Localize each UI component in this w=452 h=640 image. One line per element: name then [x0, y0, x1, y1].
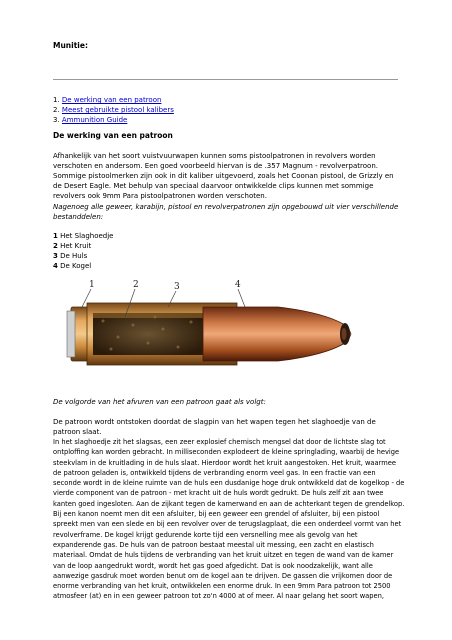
figure-label-4: 4	[235, 280, 241, 290]
page-title: Munitie:	[53, 41, 88, 50]
list-item	[53, 241, 413, 251]
toc-number: 1.	[53, 96, 60, 104]
toc-link-werking[interactable]: De werking van een patroon	[61, 96, 162, 104]
list-item	[53, 251, 413, 261]
intro-paragraph: Afhankelijk van het soort vuistvuurwapen kunnen soms pistoolpatronen in revolvers worden verschoten en andersom. Een goed voorbeeld hiervan is de .357 Magnum - revolverpatroon. Sommige pistoolmerken zijn ook in dit kaliber uitgevoerd, zoals het Coonan pistool, de Grizzly en de Desert Eagle. Met behulp van speciaal daarvoor ontwikkelde clips kunnen met sommige revolvers ook 9mm Para pistoolpatronen worden verschoten.	[53, 152, 394, 200]
toc-number: 2.	[53, 106, 60, 114]
section-heading: De werking van een patroon	[53, 131, 173, 140]
sequence-paragraph-2: In het slaghoedje zit het slagsas, een zeer explosief chemisch mengsel dat door de lichtste slag tot ontploffing kan worden gebracht. In milliseconden explodeert de kleine springlading, waarbij de hevige steekvlam in de kruitlading in de huls slaat. Hierdoor wordt het kruit aangestoken. Het kruit, waarmee de patroon geladen is, ontwikkeld tijdens de verbranding enorm veel gas. In een fractie van een seconde wordt in de kleine ruimte van de huls een dusdanige hoge druk ontwikkeld dat de kogelkop - de vierde component van de patroon - met kracht uit de huls wordt gedrukt. De huls zelf zit aan twee kanten goed ingesloten. Aan de zijkant tegen de kamerwand en aan de achterkant tegen de grendelkop. Bij een kanon noemt men dit een afsluiter, bij een geweer een grendel of afsluiter, bij een pistool spreekt men van een slede en bij een revolver over de terugslagplaat, die een onderdeel vormt van het revolverframe. De kogel krijgt gedurende korte tijd een versnelling mee als gevolg van het expanderende gas. De huls van de patroon bestaat meestal uit messing, een zacht en elastisch materiaal. Omdat de huls tijdens de verbranding van het kruit uitzet en tegen de wand van de kamer van de loop aangedrukt wordt, wordt het gas goed afgedicht. Dat is ook noodzakelijk, want alle aanwezige gasdruk moet worden benut om de kogel aan te drijven. De gassen die vrijkomen door de enorme verbranding van het kruit, ontwikkelen een enorme druk. In een 9mm Para patroon tot 2500 atmosfeer (at) en in een geweer patroon tot zo'n 4000 at of meer. Al naar gelang het soort wapen,	[53, 438, 405, 601]
parts-list	[53, 231, 413, 271]
list-item	[53, 231, 413, 241]
figure-label-3: 3	[174, 282, 180, 292]
part-number: 4	[53, 262, 58, 270]
part-number: 3	[53, 252, 58, 260]
part-label: Het Slaghoedje	[57, 232, 114, 240]
figure-label-2: 2	[133, 280, 139, 290]
horizontal-rule	[53, 79, 398, 80]
part-label: De Huls	[57, 252, 88, 260]
list-item	[53, 261, 413, 271]
figure-label-1: 1	[89, 280, 95, 290]
part-label: Het Kruit	[57, 242, 92, 250]
sequence-paragraph-1: De patroon wordt ontstoken doordat de slagpin van het wapen tegen het slaghoedje van de patroon slaat.	[53, 418, 376, 436]
toc-item-1	[53, 95, 413, 105]
cartridge-cutaway-figure	[63, 277, 373, 377]
part-label: De Kogel	[57, 262, 92, 270]
toc-number: 3.	[53, 116, 60, 124]
toc-item-3	[53, 115, 413, 125]
parts-intro-paragraph: Nagenoeg alle geweer, karabijn, pistool en revolverpatronen zijn opgebouwd uit vier verschillende bestanddelen:	[53, 203, 399, 221]
toc-link-kalibers[interactable]: Meest gebruikte pistool kalibers	[61, 106, 174, 114]
toc-item-2	[53, 105, 413, 115]
part-number: 2	[53, 242, 58, 250]
sequence-intro: De volgorde van het afvuren van een patroon gaat als volgt:	[53, 398, 266, 406]
table-of-contents	[53, 95, 413, 125]
part-number: 1	[53, 232, 58, 240]
toc-link-ammunition-guide[interactable]: Ammunition Guide	[61, 116, 128, 124]
